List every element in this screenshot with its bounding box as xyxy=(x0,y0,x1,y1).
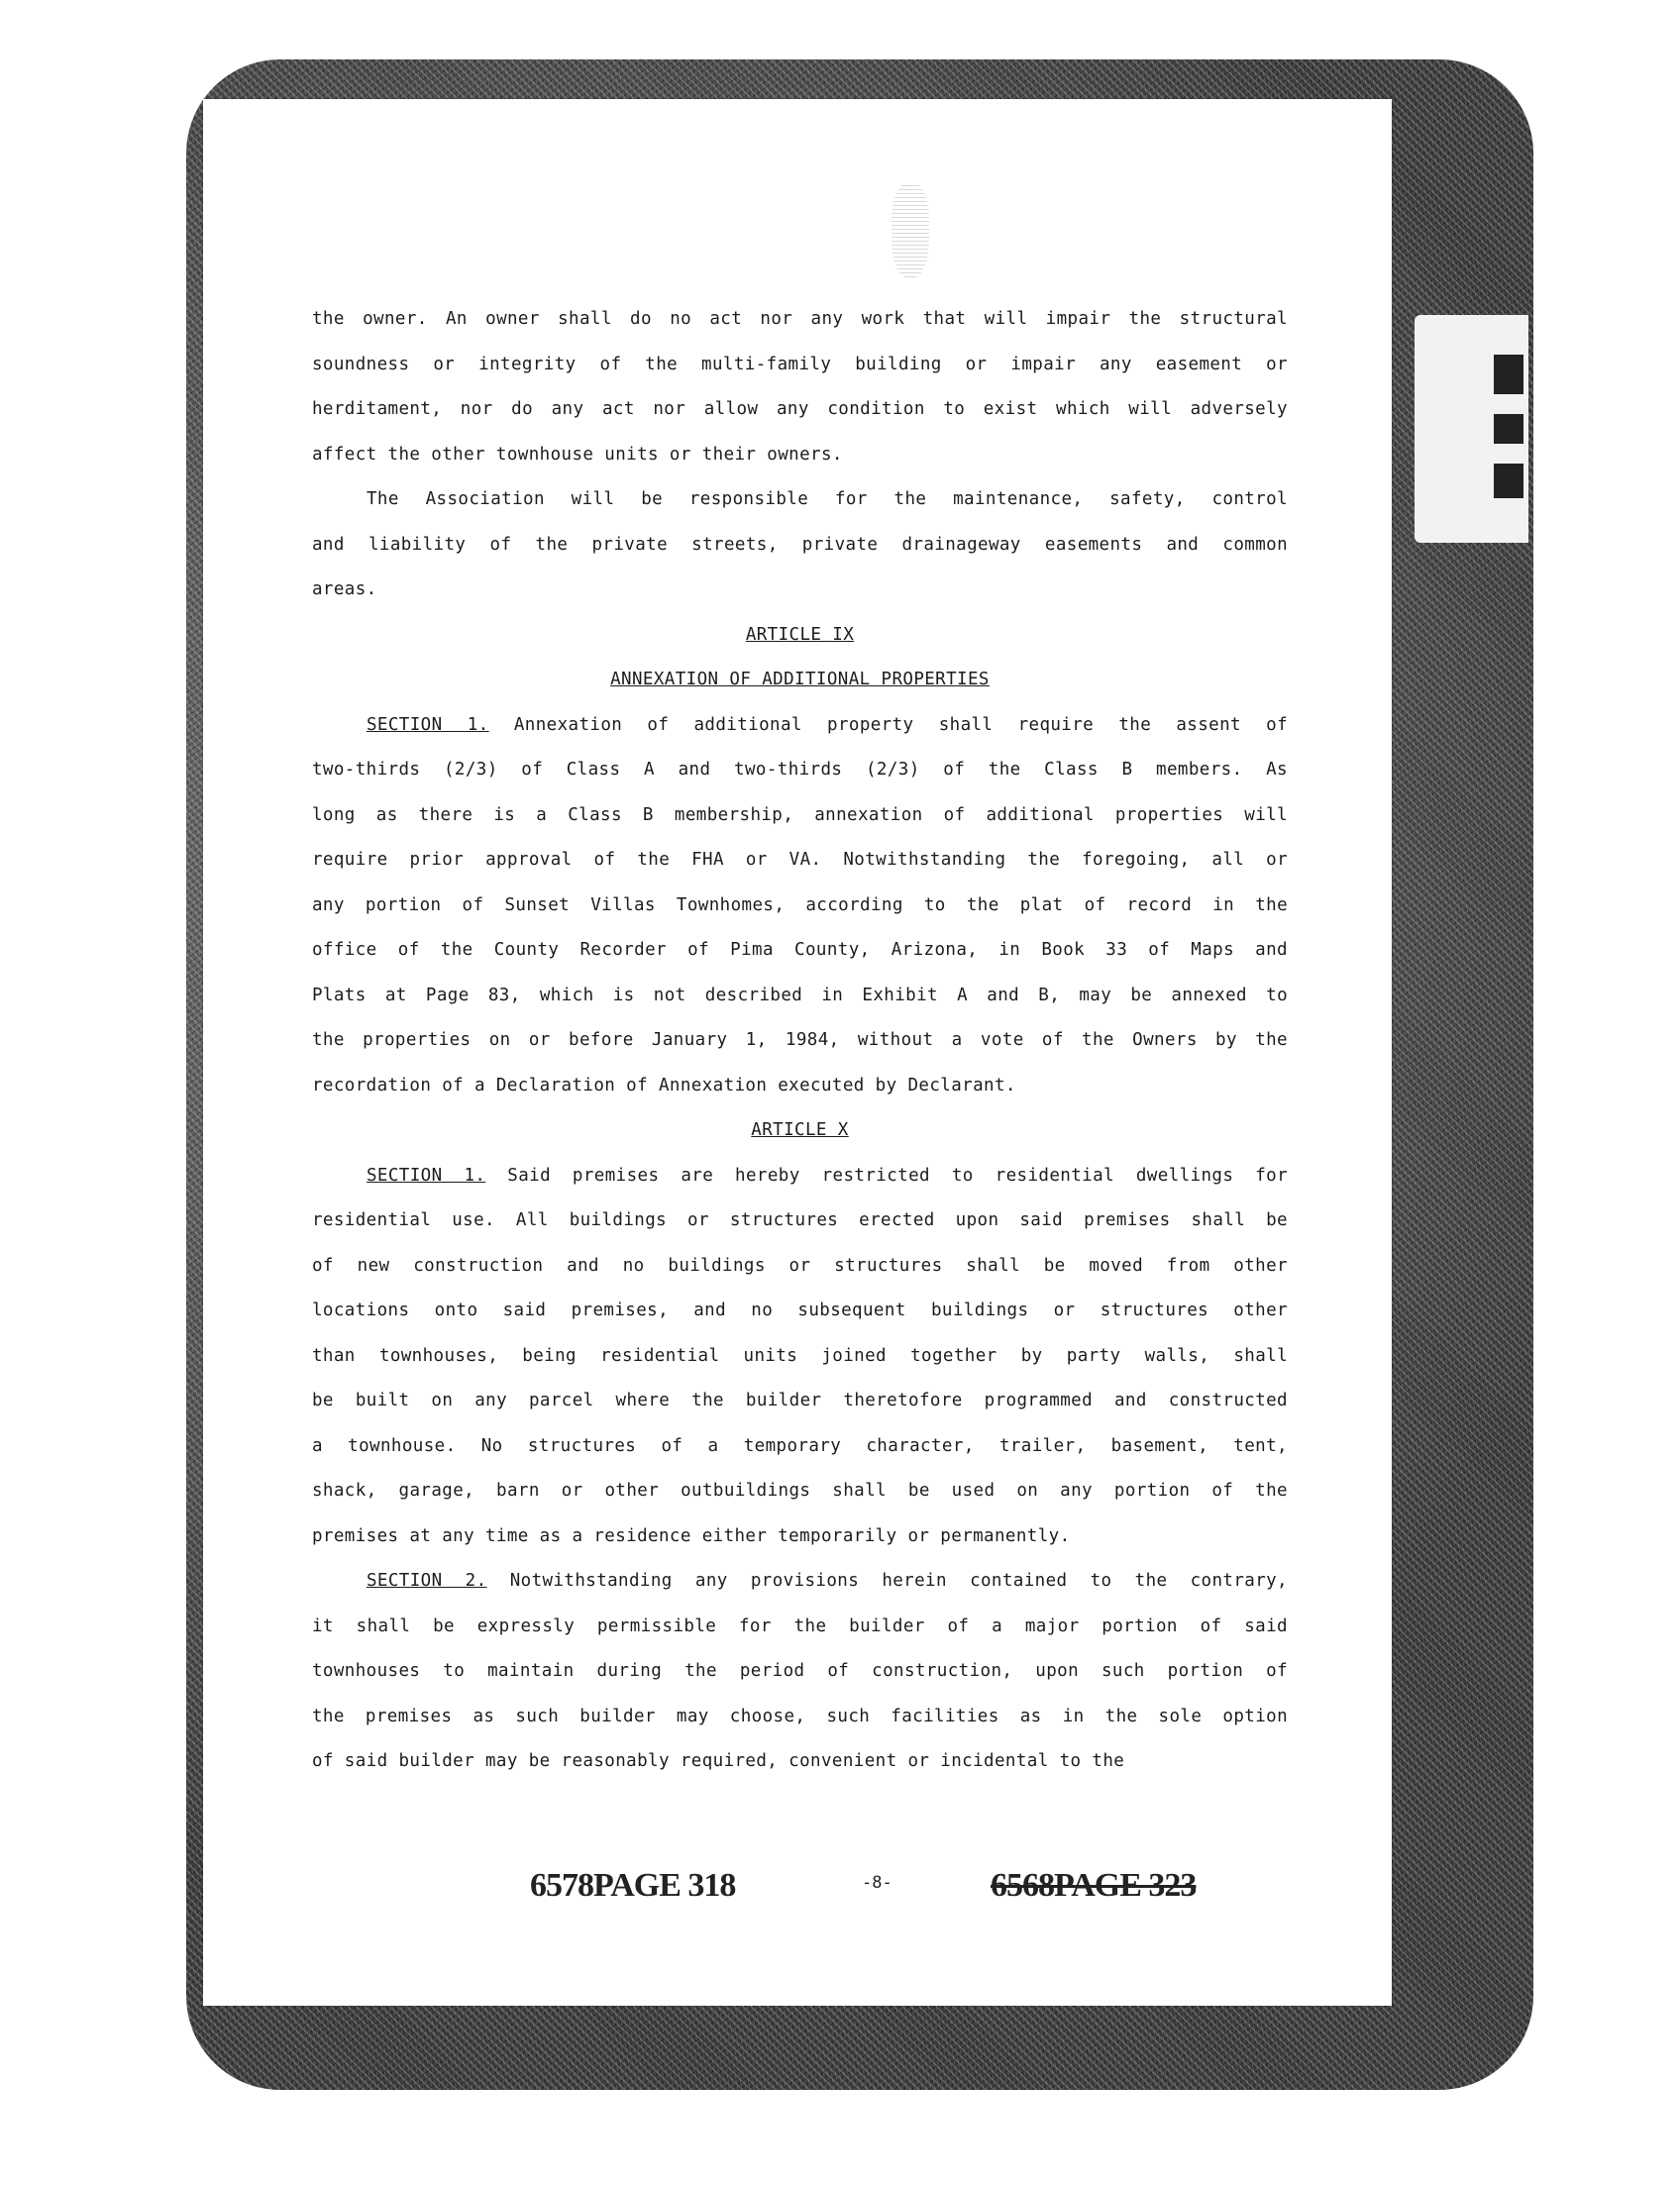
text-line: the owner. An owner shall do no act nor any work that will impair the structural xyxy=(312,309,1288,329)
article-heading: ARTICLE X xyxy=(751,1120,849,1140)
side-tab-decoration xyxy=(1415,315,1528,543)
text-line: The Association will be responsible for the maintenance, safety, control xyxy=(367,489,1288,509)
section-text: Said premises are hereby restricted to residential dwellings for xyxy=(507,1165,1288,1186)
text-line: Plats at Page 83, which is not described in Exhibit A and B, may be annexed to xyxy=(312,985,1288,1005)
text-line: locations onto said premises, and no subsequent buildings or structures other xyxy=(312,1301,1288,1320)
text-line: soundness or integrity of the multi-family building or impair any easement or xyxy=(312,354,1288,374)
text-line: than townhouses, being residential units joined together by party walls, shall xyxy=(312,1345,1288,1366)
section-label: SECTION 2. xyxy=(367,1571,487,1591)
text-line: a townhouse. No structures of a temporary character, trailer, basement, tent, xyxy=(312,1435,1288,1456)
document-page xyxy=(203,99,1392,2006)
text-line: herditament, nor do any act nor allow any condition to exist which will adversely xyxy=(312,399,1288,419)
page-number: -8- xyxy=(862,1873,892,1893)
text-line: of new construction and no buildings or structures shall be moved from other xyxy=(312,1255,1288,1276)
text-line: townhouses to maintain during the period of construction, upon such portion of xyxy=(312,1661,1288,1681)
scan-smudge xyxy=(892,183,929,277)
section-first-line xyxy=(312,1154,1288,1199)
section-label: SECTION 1. xyxy=(367,1165,486,1186)
text-line: office of the County Recorder of Pima County, Arizona, in Book 33 of Maps and xyxy=(312,940,1288,960)
section-first-line xyxy=(312,1559,1288,1605)
text-line: recordation of a Declaration of Annexation executed by Declarant. xyxy=(312,1075,1016,1095)
document-body xyxy=(312,297,1288,1785)
text-line: two-thirds (2/3) of Class A and two-thirds (2/3) of the Class B members. As xyxy=(312,760,1288,780)
text-line: require prior approval of the FHA or VA. Notwithstanding the foregoing, all or xyxy=(312,850,1288,870)
text-line: areas. xyxy=(312,579,377,599)
text-line: long as there is a Class B membership, annexation of additional properties will xyxy=(312,804,1288,825)
text-line: any portion of Sunset Villas Townhomes, according to the plat of record in the xyxy=(312,894,1288,915)
text-line: the properties on or before January 1, 1984, without a vote of the Owners by the xyxy=(312,1030,1288,1050)
text-line: residential use. All buildings or structures erected upon said premises shall be xyxy=(312,1210,1288,1230)
side-tab-mark xyxy=(1494,355,1523,394)
text-line: premises at any time as a residence either temporarily or permanently. xyxy=(312,1525,1071,1546)
section-text: Notwithstanding any provisions herein contained to the contrary, xyxy=(509,1571,1288,1591)
page-footer xyxy=(530,1867,1243,1917)
side-tab-mark xyxy=(1494,464,1523,498)
text-line: of said builder may be reasonably required, convenient or incidental to the xyxy=(312,1751,1125,1771)
section-first-line xyxy=(312,703,1288,749)
text-line: it shall be expressly permissible for the builder of a major portion of said xyxy=(312,1615,1288,1636)
text-line: and liability of the private streets, private drainageway easements and common xyxy=(312,534,1288,555)
text-line: affect the other townhouse units or their owners. xyxy=(312,444,843,465)
text-line: be built on any parcel where the builder theretofore programmed and constructed xyxy=(312,1391,1288,1410)
section-text: Annexation of additional property shall require the assent of xyxy=(513,714,1289,735)
article-heading: ARTICLE IX xyxy=(745,624,855,645)
text-line: shack, garage, barn or other outbuildings shall be used on any portion of the xyxy=(312,1481,1288,1501)
struck-recording-stamp: 6568PAGE 323 xyxy=(991,1867,1197,1904)
recording-stamp: 6578PAGE 318 xyxy=(530,1867,736,1904)
side-tab-mark xyxy=(1494,414,1523,444)
section-label: SECTION 1. xyxy=(367,714,489,735)
article-subheading: ANNEXATION OF ADDITIONAL PROPERTIES xyxy=(610,670,990,689)
text-line: the premises as such builder may choose, such facilities as in the sole option xyxy=(312,1706,1288,1726)
